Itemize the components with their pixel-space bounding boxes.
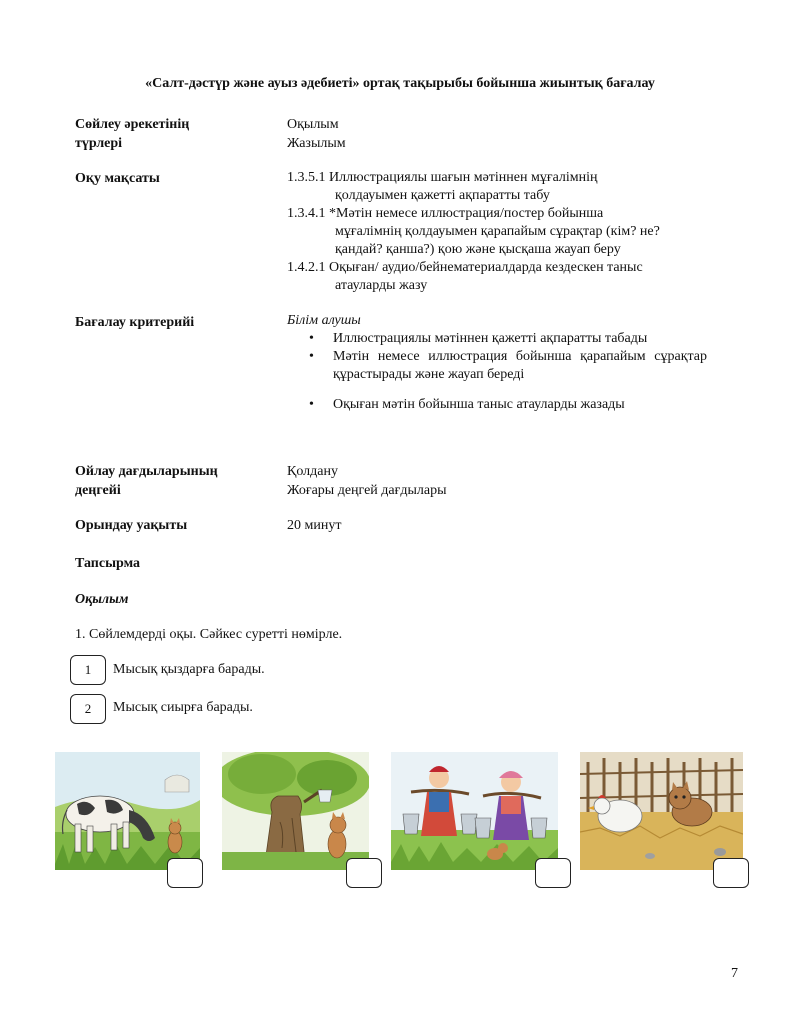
thinking-label-line1: Ойлау дағдыларының: [75, 464, 218, 479]
activity-label-line2: түрлері: [75, 136, 123, 151]
objective-line: 1.3.5.1 Иллюстрациялы шағын мәтіннен мұғалімнің: [287, 170, 598, 185]
tree-illustration: [222, 752, 369, 870]
thinking-value-line2: Жоғары деңгей дағдылары: [287, 483, 447, 498]
criteria-item: • Мәтін немесе иллюстрация бойынша қарапайым сұрақтар құрастырады және жауап береді: [287, 348, 707, 384]
objective-item: [287, 205, 727, 259]
thinking-label: [75, 462, 218, 500]
task-heading: Тапсырма: [75, 556, 141, 571]
objective-line: 1.4.2.1 Оқыған/ аудио/бейнематериалдарда кездескен таныс: [287, 260, 643, 275]
picture-tree-and-cat: [222, 752, 369, 870]
objective-item: [287, 259, 727, 295]
sentence-text: Мысық қыздарға барады.: [113, 662, 265, 677]
activity-reading: Оқылым: [287, 117, 339, 132]
picture-number-input[interactable]: [167, 858, 203, 888]
task-section: Оқылым: [75, 592, 129, 607]
objectives-list: [287, 169, 727, 295]
task-instruction: 1. Сөйлемдерді оқы. Сәйкес суретті нөмірле.: [75, 627, 343, 642]
girls-illustration: [391, 752, 558, 870]
picture-hen-and-cat: [580, 752, 743, 870]
time-value: 20 минут: [287, 518, 342, 533]
picture-number-input[interactable]: [346, 858, 382, 888]
sentence-number-box: 1: [70, 655, 106, 685]
criteria-intro: Білім алушы: [287, 313, 361, 328]
objective-line: қолдауымен қажетті ақпаратты табу: [335, 188, 550, 203]
criteria-label: Бағалау критерийі: [75, 315, 195, 330]
sentence-number-box: 2: [70, 694, 106, 724]
thinking-value-line1: Қолдану: [287, 464, 338, 479]
picture-number-input[interactable]: [713, 858, 749, 888]
criteria-item: • Иллюстрациялы мәтіннен қажетті ақпаратты табады: [287, 330, 707, 348]
activity-label-line1: Сөйлеу әрекетінің: [75, 117, 190, 132]
objective-line: атауларды жазу: [335, 278, 428, 293]
time-label: Орындау уақыты: [75, 518, 188, 533]
hen-illustration: [580, 752, 743, 870]
picture-number-input[interactable]: [535, 858, 571, 888]
thinking-value: [287, 462, 447, 500]
criteria-item: • Оқыған мәтін бойынша таныс атауларды жазады: [287, 396, 707, 414]
activity-value: [287, 115, 346, 153]
cow-illustration: [55, 752, 200, 870]
objective-item: [287, 169, 727, 205]
page-title: «Салт-дәстүр және ауыз әдебиеті» ортақ тақырыбы бойынша жиынтық бағалау: [145, 76, 655, 91]
page-number: 7: [731, 966, 738, 981]
objective-line: 1.3.4.1 *Мәтін немесе иллюстрация/постер бойынша: [287, 206, 604, 221]
objective-line: қандай? қанша?) қою және қысқаша жауап беру: [335, 242, 621, 257]
activity-writing: Жазылым: [287, 136, 346, 151]
criteria-list: [287, 330, 707, 414]
objectives-label: Оқу мақсаты: [75, 171, 160, 186]
activity-label: [75, 115, 189, 153]
objective-line: мұғалімнің қолдауымен қарапайым сұрақтар (кім? не?: [335, 224, 660, 239]
picture-cow-and-cat: [55, 752, 200, 870]
thinking-label-line2: деңгейі: [75, 483, 121, 498]
picture-girls-with-buckets: [391, 752, 558, 870]
sentence-text: Мысық сиырға барады.: [113, 700, 253, 715]
